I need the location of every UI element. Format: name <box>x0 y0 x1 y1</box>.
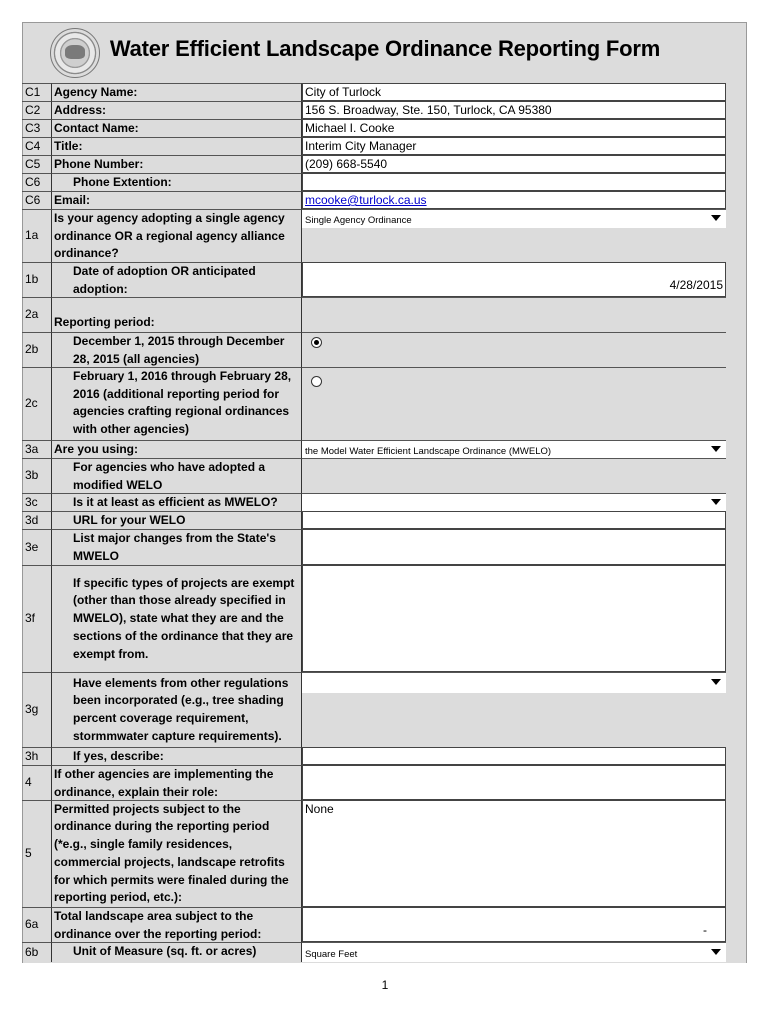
row-label: Title: <box>52 137 302 155</box>
row-c3 <box>22 119 725 137</box>
row-code: C5 <box>22 155 52 173</box>
row-3h <box>22 747 725 765</box>
ordinance-type-cell <box>302 209 726 262</box>
row-2a <box>22 297 725 332</box>
row-code: C6 <box>22 191 52 209</box>
dropdown-arrow-icon[interactable] <box>711 215 721 221</box>
email-field[interactable] <box>302 191 726 209</box>
dropdown-arrow-icon[interactable] <box>711 949 721 955</box>
row-code: 2a <box>22 297 52 332</box>
row-label: December 1, 2015 through December 28, 2015 (all agencies) <box>52 332 302 367</box>
period-feb-cell <box>302 367 726 440</box>
row-3c <box>22 493 725 511</box>
row-3e <box>22 529 725 565</box>
email-link[interactable]: mcooke@turlock.ca.us <box>305 193 427 207</box>
row-3f <box>22 565 725 672</box>
row-c4 <box>22 137 725 155</box>
other-agencies-field[interactable] <box>302 765 726 800</box>
row-code: C6 <box>22 173 52 191</box>
row-2c <box>22 367 725 440</box>
row-label: Phone Number: <box>52 155 302 173</box>
row-code: 3g <box>22 672 52 747</box>
row-code: 1b <box>22 262 52 297</box>
row-3b <box>22 458 725 493</box>
dropdown-arrow-icon[interactable] <box>711 446 721 452</box>
row-label: If specific types of projects are exempt (other than those already specified in MWELO), state what they are and the sections of the ordinance that they are exempt from. <box>52 565 302 672</box>
row-code: 3f <box>22 565 52 672</box>
row-label: Date of adoption OR anticipated adoption: <box>52 262 302 297</box>
row-label: Contact Name: <box>52 119 302 137</box>
title-field[interactable]: Interim City Manager <box>302 137 726 155</box>
row-label: Phone Extention: <box>52 173 302 191</box>
exempt-projects-field[interactable] <box>302 565 726 672</box>
row-code: 4 <box>22 765 52 800</box>
row-label: Have elements from other regulations been incorporated (e.g., tree shading percent coverage requirement, stormmwater capture requirements). <box>52 672 302 747</box>
modified-welo-cell <box>302 458 726 493</box>
permitted-projects-field[interactable]: None <box>302 800 726 907</box>
major-changes-field[interactable] <box>302 529 726 565</box>
row-code: 2b <box>22 332 52 367</box>
period-dec-cell <box>302 332 726 367</box>
row-1a <box>22 209 725 262</box>
row-5 <box>22 800 725 907</box>
row-code: 3e <box>22 529 52 565</box>
row-code: 3c <box>22 493 52 511</box>
row-label: List major changes from the State's MWELO <box>52 529 302 565</box>
row-label: Address: <box>52 101 302 119</box>
phone-extension-field[interactable] <box>302 173 726 191</box>
row-code: C4 <box>22 137 52 155</box>
row-label: Is it at least as efficient as MWELO? <box>52 493 302 511</box>
row-6b <box>22 942 725 962</box>
dropdown-arrow-icon[interactable] <box>711 679 721 685</box>
reporting-period-cell <box>302 297 726 332</box>
agency-name-field[interactable]: City of Turlock <box>302 83 726 101</box>
row-label: Email: <box>52 191 302 209</box>
dropdown-value: Square Feet <box>305 949 358 960</box>
row-1b <box>22 262 725 297</box>
row-code: C3 <box>22 119 52 137</box>
row-3g <box>22 672 725 747</box>
row-label: Are you using: <box>52 440 302 458</box>
adoption-date-value: 4/28/2015 <box>669 278 723 293</box>
row-2b <box>22 332 725 367</box>
row-label: Reporting period: <box>52 297 302 332</box>
row-c2 <box>22 101 725 119</box>
row-label: For agencies who have adopted a modified WELO <box>52 458 302 493</box>
ordinance-using-dropdown[interactable] <box>302 440 726 458</box>
page-number: 1 <box>381 978 389 992</box>
other-regulations-cell <box>302 672 726 747</box>
dropdown-value: the Model Water Efficient Landscape Ordinance (MWELO) <box>305 446 552 457</box>
row-label: Is your agency adopting a single agency ordinance OR a regional agency alliance ordinance? <box>52 209 302 262</box>
row-c6-email <box>22 191 725 209</box>
row-3d <box>22 511 725 529</box>
row-label: If other agencies are implementing the ordinance, explain their role: <box>52 765 302 800</box>
ordinance-type-dropdown[interactable] <box>302 210 726 228</box>
welo-url-field[interactable] <box>302 511 726 529</box>
row-4 <box>22 765 725 800</box>
efficiency-dropdown[interactable] <box>302 493 726 511</box>
form-title: Water Efficient Landscape Ordinance Reporting Form <box>109 36 661 61</box>
adoption-date-field[interactable] <box>302 262 726 297</box>
row-6a <box>22 907 725 942</box>
phone-number-field[interactable]: (209) 668-5540 <box>302 155 726 173</box>
unit-of-measure-dropdown[interactable] <box>302 942 726 962</box>
row-3a <box>22 440 725 458</box>
period-dec-radio[interactable] <box>311 337 322 348</box>
period-feb-radio[interactable] <box>311 376 322 387</box>
contact-name-field[interactable]: Michael I. Cooke <box>302 119 726 137</box>
row-code: C2 <box>22 101 52 119</box>
row-code: 3a <box>22 440 52 458</box>
row-label: Permitted projects subject to the ordinance during the reporting period (*e.g., single family residences, commercial projects, landscape retrofits for which permits were finaled during the reporting period, etc.): <box>52 800 302 907</box>
row-code: 3b <box>22 458 52 493</box>
row-code: 6b <box>22 942 52 962</box>
row-c6-extension <box>22 173 725 191</box>
row-label: If yes, describe: <box>52 747 302 765</box>
row-label: URL for your WELO <box>52 511 302 529</box>
row-code: 1a <box>22 209 52 262</box>
row-code: 2c <box>22 367 52 440</box>
row-code: 3d <box>22 511 52 529</box>
other-regulations-dropdown[interactable] <box>302 673 726 693</box>
row-c1 <box>22 83 725 101</box>
row-label: Agency Name: <box>52 83 302 101</box>
dropdown-value: Single Agency Ordinance <box>305 215 412 226</box>
row-code: 3h <box>22 747 52 765</box>
dropdown-arrow-icon[interactable] <box>711 499 721 505</box>
row-label: Total landscape area subject to the ordinance over the reporting period: <box>52 907 302 942</box>
total-area-value: - <box>703 923 707 938</box>
row-label: Unit of Measure (sq. ft. or acres) <box>52 942 302 962</box>
describe-field[interactable] <box>302 747 726 765</box>
row-label: February 1, 2016 through February 28, 2016 (additional reporting period for agencies crafting regional ordinances with other agencies) <box>52 367 302 440</box>
total-area-field[interactable] <box>302 907 726 942</box>
address-field[interactable]: 156 S. Broadway, Ste. 150, Turlock, CA 95380 <box>302 101 726 119</box>
row-c5 <box>22 155 725 173</box>
row-code: 5 <box>22 800 52 907</box>
row-code: C1 <box>22 83 52 101</box>
row-code: 6a <box>22 907 52 942</box>
